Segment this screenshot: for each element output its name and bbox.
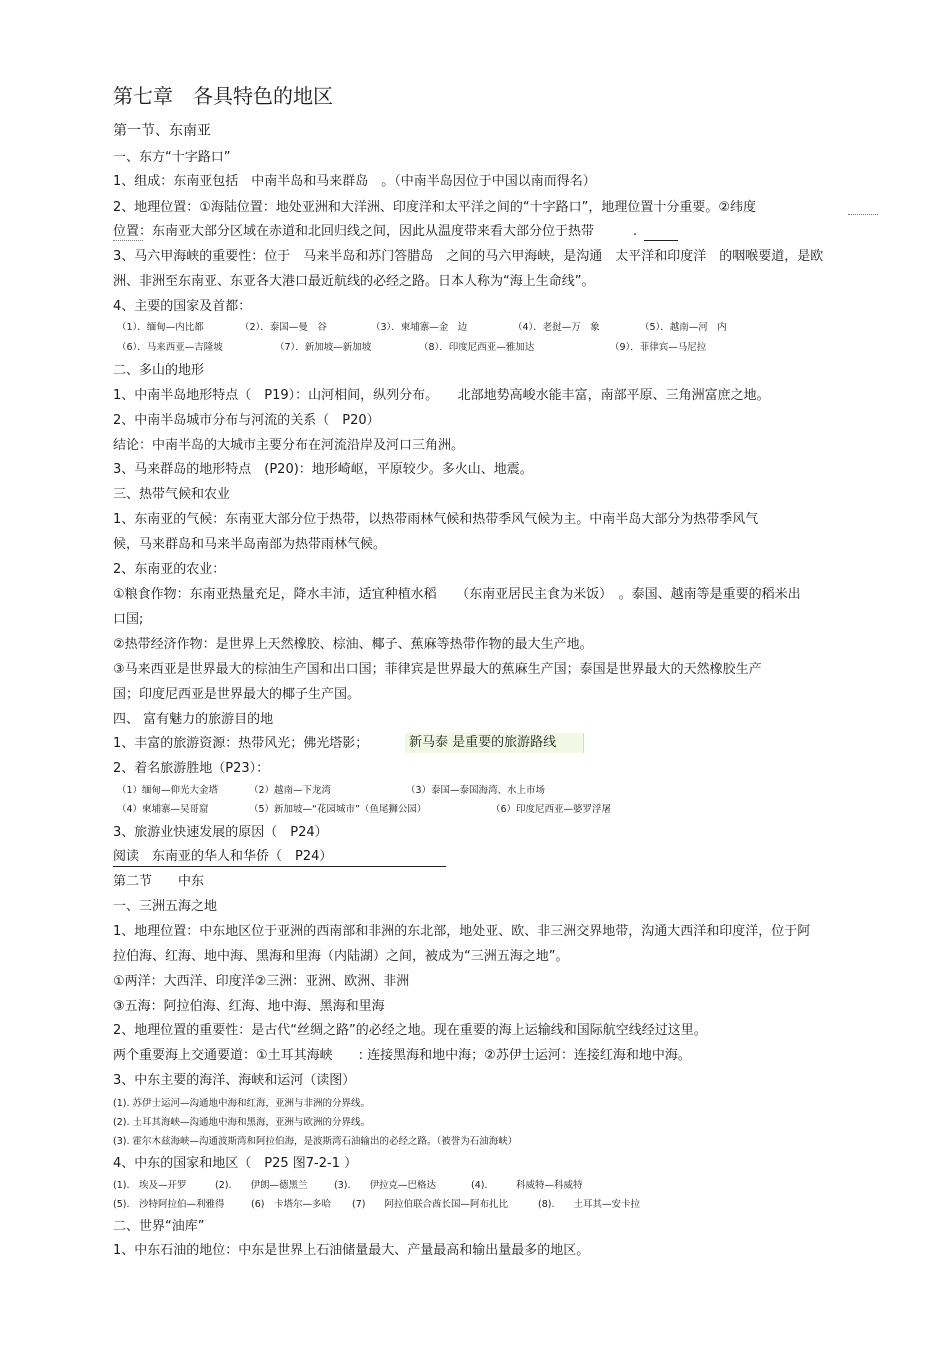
- paragraph-five-seas: ③五海：阿拉伯海、红海、地中海、黑海和里海: [113, 999, 385, 1014]
- paragraph-oceans-continents: ①两洋：大西洋、印度洋②三洲：亚洲、欧洲、非洲: [113, 974, 410, 989]
- paragraph-composition: 1、组成：东南亚包括 中南半岛和马来群岛 。（中南半岛因位于中国以南而得名）: [113, 174, 596, 189]
- wavy-underline: [848, 214, 878, 215]
- country-item: (8). 土耳其—安卡拉: [538, 1199, 640, 1210]
- paragraph-malacca-1: 3、马六甲海峡的重要性：位于 马来半岛和苏门答腊岛 之间的马六甲海峡，是沟通 太平洋和印度洋 的咽喉要道，是欧: [113, 249, 824, 264]
- paragraph-tourism-1: 1、丰富的旅游资源：热带风光；佛光塔影；: [113, 736, 369, 751]
- paragraph-terrain-3: 结论：中南半岛的大城市主要分布在河流沿岸及河口三角洲。: [113, 438, 465, 453]
- paragraph-me-location-2: 拉伯海、红海、地中海、黑海和里海（内陆湖）之间，被成为“三洲五海之地”。: [113, 949, 569, 964]
- paragraph-location-2: 位置：东南亚大部分区域在赤道和北回归线之间，因此从温度带来看大部分位于热带 .: [113, 224, 638, 239]
- heading-oil-depot: 二、世界“油库”: [113, 1219, 205, 1234]
- tourist-site: （6）印度尼西亚—婆罗浮屠: [491, 804, 612, 815]
- reading-underline: [113, 866, 446, 867]
- blank-underline: [644, 240, 678, 241]
- highlighted-text: 新马泰 是重要的旅游路线: [409, 735, 557, 750]
- capital-item: （3）．柬埔寨—金 边: [371, 322, 468, 333]
- paragraph-importance: 2、地理位置的重要性：是古代“丝绸之路”的必经之地。现在重要的海上运输线和国际航空线经过这里。: [113, 1023, 707, 1038]
- paragraph-malacca-2: 洲、非洲至东南亚、东亚各大港口最近航线的必经之路。日本人称为“海上生命线”。: [113, 274, 595, 289]
- paragraph-producers-1: ③马来西亚是世界最大的棕油生产国和出口国；菲律宾是世界最大的蕉麻生产国；泰国是世界最大的天然橡胶生产: [113, 662, 762, 677]
- waterway-item: (3). 霍尔木兹海峡—沟通波斯湾和阿拉伯海，是波斯湾石油输出的必经之路。（被誉为石油海峡）: [113, 1136, 518, 1147]
- tourist-site: （2）越南—下龙湾: [249, 785, 332, 796]
- paragraph-cash-crops: ②热带经济作物：是世界上天然橡胶、棕油、椰子、蕉麻等热带作物的最大生产地。: [113, 637, 593, 652]
- tourist-site: （3）泰国—泰国海湾、水上市场: [406, 785, 546, 796]
- paragraph-climate-1: 1、东南亚的气候：东南亚大部分位于热带，以热带雨林气候和热带季风气候为主。中南半岛大部分为热带季风气: [113, 512, 759, 527]
- tourist-site: （1）缅甸—仰光大金塔: [117, 785, 219, 796]
- tourist-site: （5）新加坡—“花园城市”（鱼尾狮公园）: [249, 804, 427, 815]
- paragraph-reading: 阅读 东南亚的华人和华侨（ P24）: [113, 849, 333, 864]
- paragraph-capitals-heading: 4、主要的国家及首都：: [113, 299, 252, 314]
- paragraph-grain-1: ①粮食作物：东南亚热量充足，降水丰沛，适宜种植水稻 （东南亚居民主食为米饭） 。泰国、越南等是重要的稻米出: [113, 587, 801, 602]
- heading-terrain: 二、多山的地形: [113, 363, 205, 378]
- capital-item: （7）．新加坡—新加坡: [275, 342, 372, 353]
- paragraph-climate-2: 候，马来群岛和马来半岛南部为热带雨林气候。: [113, 537, 387, 552]
- country-item: (3). 伊拉克—巴格达: [334, 1180, 436, 1191]
- country-item: (1). 埃及—开罗: [113, 1180, 187, 1191]
- paragraph-waterways-heading: 3、中东主要的海洋、海峡和运河（读图）: [113, 1073, 356, 1088]
- capital-item: （2）．泰国—曼 谷: [240, 322, 327, 333]
- paragraph-grain-2: 口国;: [113, 612, 144, 627]
- paragraph-me-location-1: 1、地理位置：中东地区位于亚洲的西南部和非洲的东北部，地处亚、欧、非三洲交界地带，沟通大西洋和印度洋，位于阿: [113, 924, 811, 939]
- paragraph-terrain-4: 3、马来群岛的地形特点 (P20)：地形崎岖，平原较少。多火山、地震。: [113, 462, 533, 477]
- capital-item: （4）．老挝—万 象: [513, 322, 600, 333]
- paragraph-tourism-2: 2、着名旅游胜地（P23）：: [113, 761, 270, 776]
- paragraph-producers-2: 国；印度尼西亚是世界最大的椰子生产国。: [113, 687, 361, 702]
- paragraph-agriculture: 2、东南亚的农业：: [113, 562, 226, 577]
- heading-three-continents: 一、三洲五海之地: [113, 899, 218, 914]
- wavy-underline: [113, 240, 143, 241]
- country-item: (7) 阿拉伯联合酋长国—阿布扎比: [352, 1199, 508, 1210]
- heading-climate: 三、热带气候和农业: [113, 487, 231, 502]
- paragraph-terrain-1: 1、中南半岛地形特点（ P19）：山河相间，纵列分布。 北部地势高峻水能丰富，南部平原、三角洲富庶之地。: [113, 388, 770, 403]
- paragraph-terrain-2: 2、中南半岛城市分布与河流的关系（ P20）: [113, 413, 380, 428]
- paragraph-sea-routes: 两个重要海上交通要道：①土耳其海峡 : 连接黑海和地中海；②苏伊士运河：连接红海和地中海。: [113, 1048, 691, 1063]
- paragraph-oil-status: 1、中东石油的地位：中东是世界上石油储量最大、产量最高和输出量最多的地区。: [113, 1243, 590, 1258]
- section-title-southeast-asia: 第一节、东南亚: [113, 123, 211, 139]
- capital-item: （9）．菲律宾—马尼拉: [610, 342, 707, 353]
- heading-tourism: 四、 富有魅力的旅游目的地: [113, 712, 274, 727]
- country-item: (4). 科威特—科威特: [471, 1180, 583, 1191]
- section-title-middle-east: 第二节 中东: [113, 874, 205, 889]
- chapter-title: 第七章 各具特色的地区: [113, 84, 333, 108]
- capital-item: （1）．缅甸—内比都: [117, 322, 204, 333]
- heading-crossroads: 一、东方“十字路口”: [113, 150, 231, 165]
- paragraph-countries-heading: 4、中东的国家和地区（ P25 图7-2-1 ）: [113, 1156, 358, 1171]
- waterway-item: (2). 土耳其海峡—沟通地中海和黑海，亚洲与欧洲的分界线。: [113, 1117, 370, 1128]
- country-item: (5). 沙特阿拉伯—利雅得: [113, 1199, 225, 1210]
- waterway-item: (1). 苏伊士运河—沟通地中海和红海，亚洲与非洲的分界线。: [113, 1098, 370, 1109]
- country-item: (2). 伊朗—德黑兰: [215, 1180, 308, 1191]
- capital-item: （6）．马来西亚—吉隆坡: [117, 342, 223, 353]
- capital-item: （8）．印度尼西亚—雅加达: [419, 342, 535, 353]
- paragraph-tourism-3: 3、旅游业快速发展的原因（ P24）: [113, 825, 328, 840]
- tourist-site: （4）柬埔寨—吴哥窟: [117, 804, 209, 815]
- country-item: (6) 卡塔尔—多哈: [251, 1199, 331, 1210]
- paragraph-location-1: 2、地理位置：①海陆位置：地处亚洲和大洋洲、印度洋和太平洋之间的“十字路口”，地理位置十分重要。②纬度: [113, 200, 757, 215]
- capital-item: （5）．越南—河 内: [640, 322, 727, 333]
